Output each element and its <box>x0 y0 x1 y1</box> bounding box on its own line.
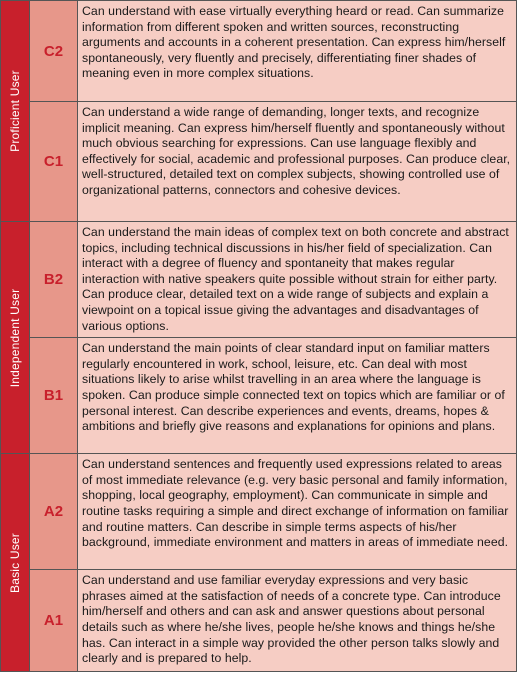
table-row <box>1 338 517 454</box>
table-row <box>1 102 517 222</box>
group-basic-user <box>1 454 30 672</box>
table-row <box>1 222 517 338</box>
level-code-a2: A2 <box>30 454 78 570</box>
level-code-b1: B1 <box>30 338 78 454</box>
level-description-a1: Can understand and use familiar everyday expressions and very basic phrases aimed at the satisfaction of needs of a concrete type. Can introduce him/herself and others and can ask and answer questions about personal details such as where he/she lives, people he/she knows and things he/she has. Can interact in a simple way provided the other person talks slowly and clearly and is prepared to help. <box>78 570 517 672</box>
level-description-c1: Can understand a wide range of demanding, longer texts, and recognize implicit meaning. Can express him/herself fluently and spontaneously without much obvious searching for expressions. Can use language flexibly and effectively for social, academic and professional purposes. Can produce clear, well-structured, detailed text on complex subjects, showing controlled use of organizational patterns, connectors and cohesive devices. <box>78 102 517 222</box>
group-label: Basic User <box>8 532 22 593</box>
group-independent-user <box>1 222 30 454</box>
table-row <box>1 1 517 102</box>
level-code-c1: C1 <box>30 102 78 222</box>
level-description-b1: Can understand the main points of clear standard input on familiar matters regularly encountered in work, school, leisure, etc. Can deal with most situations likely to arise whilst travelling in an area where the language is spoken. Can produce simple connected text on topics which are familiar or of personal interest. Can describe experiences and events, dreams, hopes & ambitions and briefly give reasons and explanations for opinions and plans. <box>78 338 517 454</box>
level-code-b2: B2 <box>30 222 78 338</box>
table-row <box>1 570 517 672</box>
level-description-a2: Can understand sentences and frequently used expressions related to areas of most immediate relevance (e.g. very basic personal and family information, shopping, local geography, employment). Can communicate in simple and routine tasks requiring a simple and direct exchange of information on familiar and routine matters. Can describe in simple terms aspects of his/her background, immediate environment and matters in areas of immediate need. <box>78 454 517 570</box>
group-label: Proficient User <box>8 70 22 152</box>
group-label: Independent User <box>8 288 22 387</box>
level-code-a1: A1 <box>30 570 78 672</box>
table-row <box>1 454 517 570</box>
group-proficient-user <box>1 1 30 222</box>
level-description-b2: Can understand the main ideas of complex text on both concrete and abstract topics, including technical discussions in his/her field of specialization. Can interact with a degree of fluency and spontaneity that makes regular interaction with native speakers quite possible without strain for either party. Can produce clear, detailed text on a wide range of subjects and explain a viewpoint on a topical issue giving the advantages and disadvantages of various options. <box>78 222 517 338</box>
level-description-c2: Can understand with ease virtually everything heard or read. Can summarize information from different spoken and written sources, reconstructing arguments and accounts in a coherent presentation. Can express him/herself spontaneously, very fluently and precisely, differentiating finer shades of meaning even in more complex situations. <box>78 1 517 102</box>
level-code-c2: C2 <box>30 1 78 102</box>
